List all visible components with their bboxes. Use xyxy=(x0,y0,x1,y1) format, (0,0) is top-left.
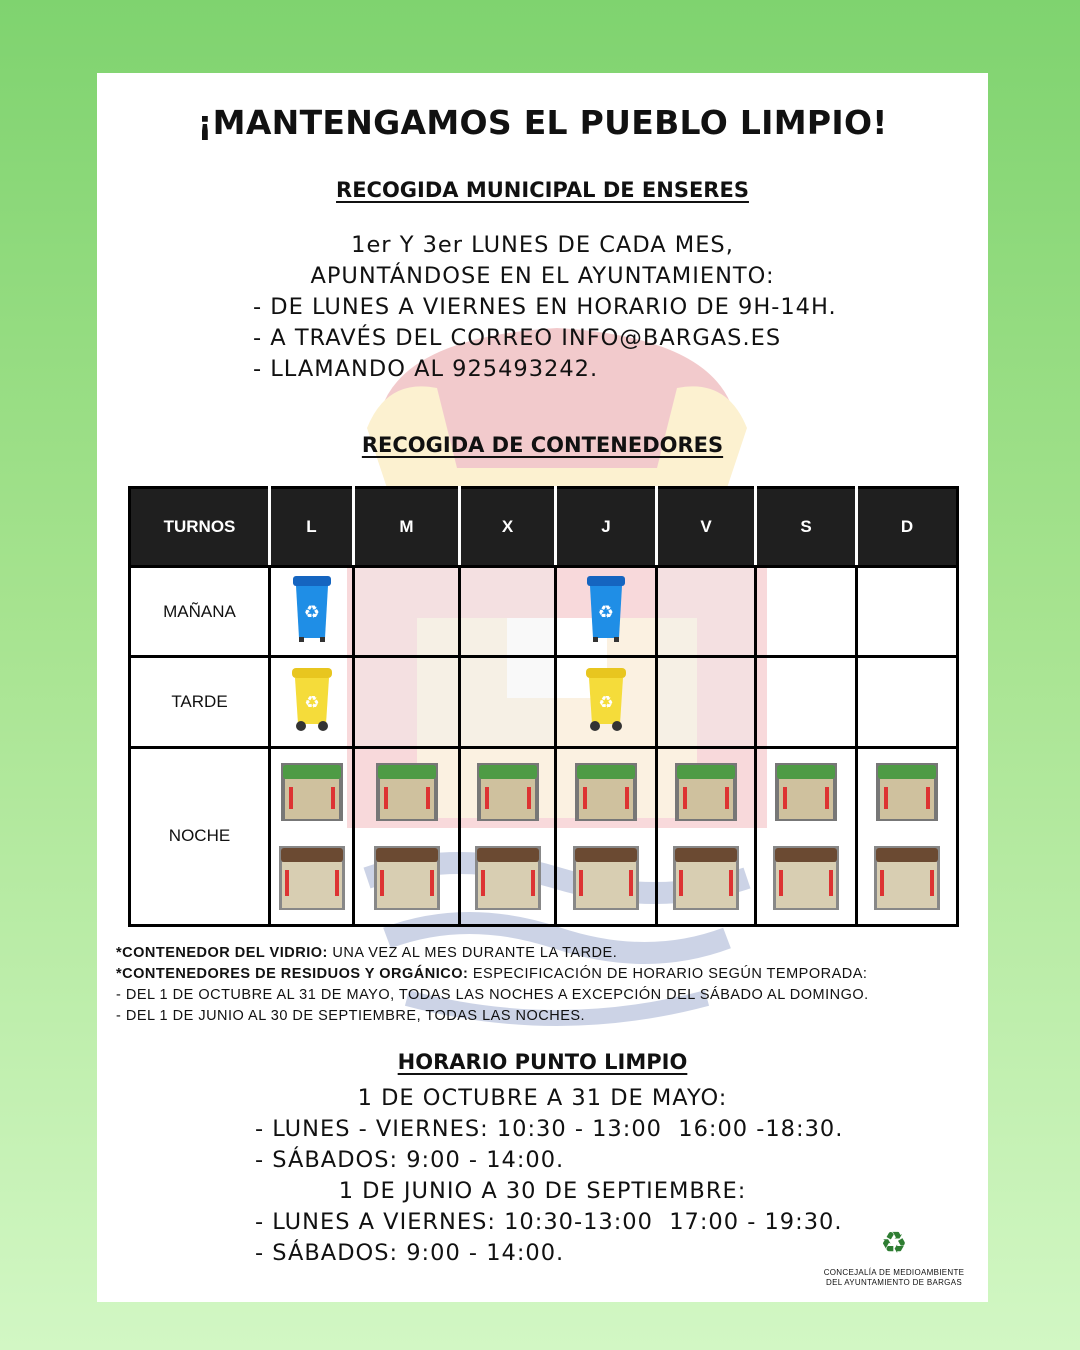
blue-recycling-bin-icon xyxy=(585,574,627,644)
column-header: L xyxy=(270,488,354,567)
schedule-notes xyxy=(116,943,976,1027)
svg-text:♻: ♻ xyxy=(597,602,615,624)
column-header: V xyxy=(657,488,756,567)
table-row xyxy=(130,657,958,747)
empty-cell xyxy=(756,657,857,747)
bin-cell xyxy=(857,747,958,925)
enseres-item: - DE LUNES A VIERNES EN HORARIO DE 9H-14H. xyxy=(253,294,837,320)
table-row xyxy=(130,747,958,925)
svg-text:♻: ♻ xyxy=(303,602,320,624)
organic-container-icon xyxy=(675,763,737,821)
organic-container-icon xyxy=(281,763,343,821)
empty-cell xyxy=(460,657,556,747)
bin-cell xyxy=(354,747,460,925)
footer-line: CONCEJALÍA DE MEDIOAMBIENTE xyxy=(823,1268,965,1277)
bin-cell xyxy=(556,747,657,925)
note-label: *CONTENEDORES DE RESIDUOS Y ORGÁNICO: xyxy=(116,966,469,982)
waste-container-icon xyxy=(374,846,440,910)
bin-cell xyxy=(556,567,657,657)
note-line: - DEL 1 DE OCTUBRE AL 31 DE MAYO, TODAS LAS NOCHES A EXCEPCIÓN DEL SÁBADO AL DOMINGO. xyxy=(116,987,869,1003)
row-label: MAÑANA xyxy=(130,567,270,657)
table-header-row xyxy=(130,488,958,567)
bin-cell xyxy=(270,567,354,657)
note-line: - DEL 1 DE JUNIO AL 30 DE SEPTIEMBRE, TODAS LAS NOCHES. xyxy=(116,1008,586,1024)
empty-cell xyxy=(857,567,958,657)
recycle-icon xyxy=(877,1225,911,1259)
punto-limpio-heading: HORARIO PUNTO LIMPIO xyxy=(397,1050,688,1074)
note-line xyxy=(116,964,976,985)
waste-container-icon xyxy=(279,846,345,910)
svg-text:♻: ♻ xyxy=(303,693,320,714)
enseres-line: APUNTÁNDOSE EN EL AYUNTAMIENTO: xyxy=(310,263,775,289)
row-label: NOCHE xyxy=(130,747,270,925)
row-label: TARDE xyxy=(130,657,270,747)
svg-text:♻: ♻ xyxy=(880,1226,908,1259)
note-text: UNA VEZ AL MES DURANTE LA TARDE. xyxy=(327,945,618,961)
organic-container-icon xyxy=(775,763,837,821)
note-line xyxy=(116,943,976,964)
enseres-info xyxy=(97,230,988,385)
bin-cell xyxy=(556,657,657,747)
waste-container-icon xyxy=(673,846,739,910)
column-header: TURNOS xyxy=(130,488,270,567)
table-row xyxy=(130,567,958,657)
bin-cell xyxy=(460,747,556,925)
empty-cell xyxy=(460,567,556,657)
waste-container-icon xyxy=(874,846,940,910)
organic-container-icon xyxy=(376,763,438,821)
empty-cell xyxy=(354,657,460,747)
column-header: M xyxy=(354,488,460,567)
note-text: ESPECIFICACIÓN DE HORARIO SEGÚN TEMPORADA: xyxy=(468,966,868,982)
empty-cell xyxy=(756,567,857,657)
hours-line: - LUNES - VIERNES: 10:30 - 13:00 16:00 -18:30. xyxy=(255,1116,844,1142)
column-header: X xyxy=(460,488,556,567)
period-title: 1 DE OCTUBRE A 31 DE MAYO: xyxy=(357,1085,728,1111)
hours-line: - SÁBADOS: 9:00 - 14:00. xyxy=(255,1240,565,1266)
bin-cell xyxy=(657,747,756,925)
empty-cell xyxy=(657,657,756,747)
column-header: S xyxy=(756,488,857,567)
poster-card xyxy=(97,73,988,1302)
organic-container-icon xyxy=(477,763,539,821)
empty-cell xyxy=(657,567,756,657)
footer-credit xyxy=(814,1225,974,1288)
waste-container-icon xyxy=(475,846,541,910)
empty-cell xyxy=(857,657,958,747)
contenedores-heading: RECOGIDA DE CONTENEDORES xyxy=(361,433,724,457)
enseres-line: 1er Y 3er LUNES DE CADA MES, xyxy=(351,232,734,258)
organic-container-icon xyxy=(575,763,637,821)
yellow-recycling-bin-icon xyxy=(583,666,629,732)
hours-line: - LUNES A VIERNES: 10:30-13:00 17:00 - 19:30. xyxy=(255,1209,843,1235)
yellow-recycling-bin-icon xyxy=(289,666,335,732)
enseres-item: - LLAMANDO AL 925493242. xyxy=(253,356,599,382)
blue-recycling-bin-icon xyxy=(291,574,333,644)
schedule-table xyxy=(128,486,959,927)
empty-cell xyxy=(354,567,460,657)
enseres-item: - A TRAVÉS DEL CORREO INFO@BARGAS.ES xyxy=(253,325,782,351)
period-title: 1 DE JUNIO A 30 DE SEPTIEMBRE: xyxy=(338,1178,747,1204)
footer-line: DEL AYUNTAMIENTO DE BARGAS xyxy=(826,1278,962,1287)
waste-container-icon xyxy=(573,846,639,910)
organic-container-icon xyxy=(876,763,938,821)
page-title: ¡MANTENGAMOS EL PUEBLO LIMPIO! xyxy=(197,103,888,142)
bin-cell xyxy=(756,747,857,925)
hours-line: - SÁBADOS: 9:00 - 14:00. xyxy=(255,1147,565,1173)
column-header: D xyxy=(857,488,958,567)
waste-container-icon xyxy=(773,846,839,910)
column-header: J xyxy=(556,488,657,567)
note-label: *CONTENEDOR DEL VIDRIO: xyxy=(116,945,328,961)
enseres-heading: RECOGIDA MUNICIPAL DE ENSERES xyxy=(336,178,749,202)
svg-text:♻: ♻ xyxy=(598,693,614,714)
bin-cell xyxy=(270,657,354,747)
bin-cell xyxy=(270,747,354,925)
